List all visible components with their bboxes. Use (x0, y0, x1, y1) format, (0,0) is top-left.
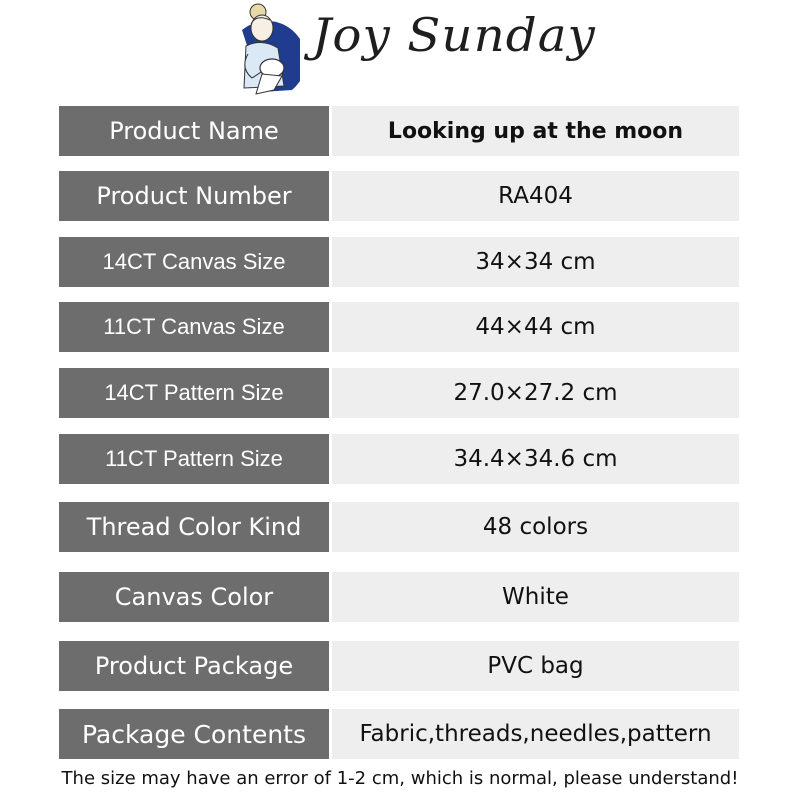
spec-value: PVC bag (332, 641, 739, 691)
spec-row-canvas-color (59, 572, 739, 622)
spec-row-product-package (59, 641, 739, 691)
spec-value: White (332, 572, 739, 622)
spec-value: 34.4×34.6 cm (332, 434, 739, 484)
spec-row-product-number (59, 171, 739, 221)
spec-row-product-name (59, 106, 739, 156)
spec-label: Product Package (59, 641, 329, 691)
spec-label: Canvas Color (59, 572, 329, 622)
spec-label: 14CT Pattern Size (59, 368, 329, 418)
spec-row-11ct-pattern-size (59, 434, 739, 484)
spec-label: 11CT Pattern Size (59, 434, 329, 484)
spec-row-thread-color-kind (59, 502, 739, 552)
brand-name: Joy Sunday (312, 8, 596, 62)
spec-value: Looking up at the moon (332, 106, 739, 156)
spec-label: Product Name (59, 106, 329, 156)
spec-label: 11CT Canvas Size (59, 302, 329, 352)
woman-embroidering-icon (222, 2, 300, 100)
spec-row-package-contents (59, 709, 739, 759)
spec-value: RA404 (332, 171, 739, 221)
spec-value: 34×34 cm (332, 237, 739, 287)
size-disclaimer: The size may have an error of 1-2 cm, which is normal, please understand! (61, 768, 739, 789)
spec-label: Package Contents (59, 709, 329, 759)
spec-value: 44×44 cm (332, 302, 739, 352)
spec-row-11ct-canvas-size (59, 302, 739, 352)
spec-value: Fabric,threads,needles,pattern (332, 709, 739, 759)
spec-row-14ct-canvas-size (59, 237, 739, 287)
spec-label: 14CT Canvas Size (59, 237, 329, 287)
spec-value: 48 colors (332, 502, 739, 552)
brand-header (0, 0, 800, 100)
spec-row-14ct-pattern-size (59, 368, 739, 418)
spec-value: 27.0×27.2 cm (332, 368, 739, 418)
spec-label: Thread Color Kind (59, 502, 329, 552)
spec-label: Product Number (59, 171, 329, 221)
